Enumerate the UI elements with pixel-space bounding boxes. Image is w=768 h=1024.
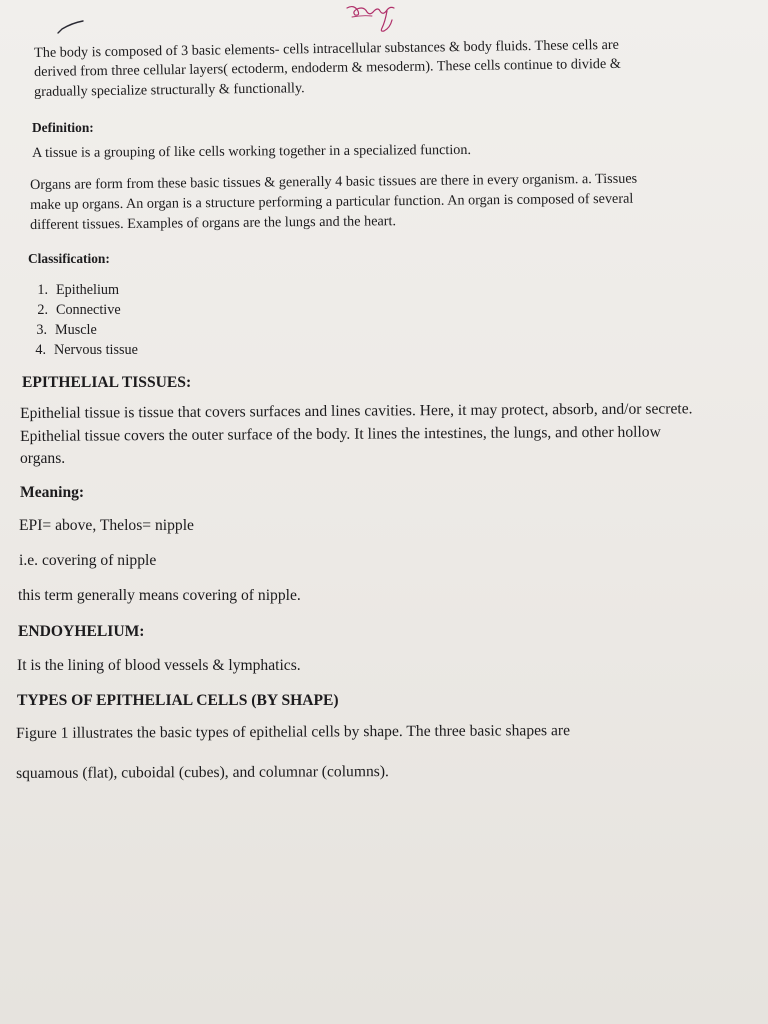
list-label: Muscle xyxy=(55,322,97,338)
intro-line: derived from three cellular layers( ectoderm, endoderm & mesoderm). These cells continue to divide & xyxy=(34,55,621,80)
intro-line: The body is composed of 3 basic elements- cells intracellular substances & body fluids. These cells are xyxy=(34,36,619,61)
organs-line: different tissues. Examples of organs are the lungs and the heart. xyxy=(30,213,397,233)
epithelial-line: organs. xyxy=(20,450,66,467)
check-mark-icon xyxy=(56,18,86,36)
list-item xyxy=(23,321,97,339)
types-line: Figure 1 illustrates the basic types of epithelial cells by shape. The three basic shapes are xyxy=(16,722,571,742)
organs-line: Organs are form from these basic tissues & generally 4 basic tissues are there in every organism. a. Tissues xyxy=(30,170,638,193)
handwritten-signature xyxy=(342,2,402,36)
types-line: squamous (flat), cuboidal (cubes), and columnar (columns). xyxy=(16,763,389,782)
endothelium-heading: ENDOYHELIUM: xyxy=(18,623,145,640)
meaning-line: EPI= above, Thelos= nipple xyxy=(19,517,194,534)
definition-text: A tissue is a grouping of like cells working together in a specialized function. xyxy=(32,141,472,161)
meaning-line: i.e. covering of nipple xyxy=(19,552,157,569)
list-label: Nervous tissue xyxy=(54,342,138,358)
epithelial-line: Epithelial tissue is tissue that covers surfaces and lines cavities. Here, it may protect, absorb, and/or secrete. xyxy=(20,400,693,422)
meaning-heading: Meaning: xyxy=(20,484,85,501)
organs-line: make up organs. An organ is a structure performing a particular function. An organ is composed of several xyxy=(30,190,634,213)
definition-heading: Definition: xyxy=(32,120,94,135)
classification-heading: Classification: xyxy=(28,251,110,266)
types-heading: TYPES OF EPITHELIAL CELLS (BY SHAPE) xyxy=(17,692,339,709)
list-item xyxy=(22,341,138,359)
epithelial-heading: EPITHELIAL TISSUES: xyxy=(22,374,192,391)
list-number: 3. xyxy=(36,322,47,338)
list-label: Epithelium xyxy=(56,282,120,298)
list-number: 4. xyxy=(35,342,46,358)
intro-line: gradually specialize structurally & functionally. xyxy=(34,80,305,100)
endothelium-text: It is the lining of blood vessels & lymphatics. xyxy=(17,657,301,674)
epithelial-line: Epithelial tissue covers the outer surface of the body. It lines the intestines, the lungs, and other hollow xyxy=(20,423,661,445)
list-item xyxy=(24,281,119,299)
list-item xyxy=(24,301,121,319)
meaning-line: this term generally means covering of nipple. xyxy=(18,587,301,604)
list-number: 2. xyxy=(37,302,48,318)
list-number: 1. xyxy=(37,282,48,298)
list-label: Connective xyxy=(56,302,121,318)
